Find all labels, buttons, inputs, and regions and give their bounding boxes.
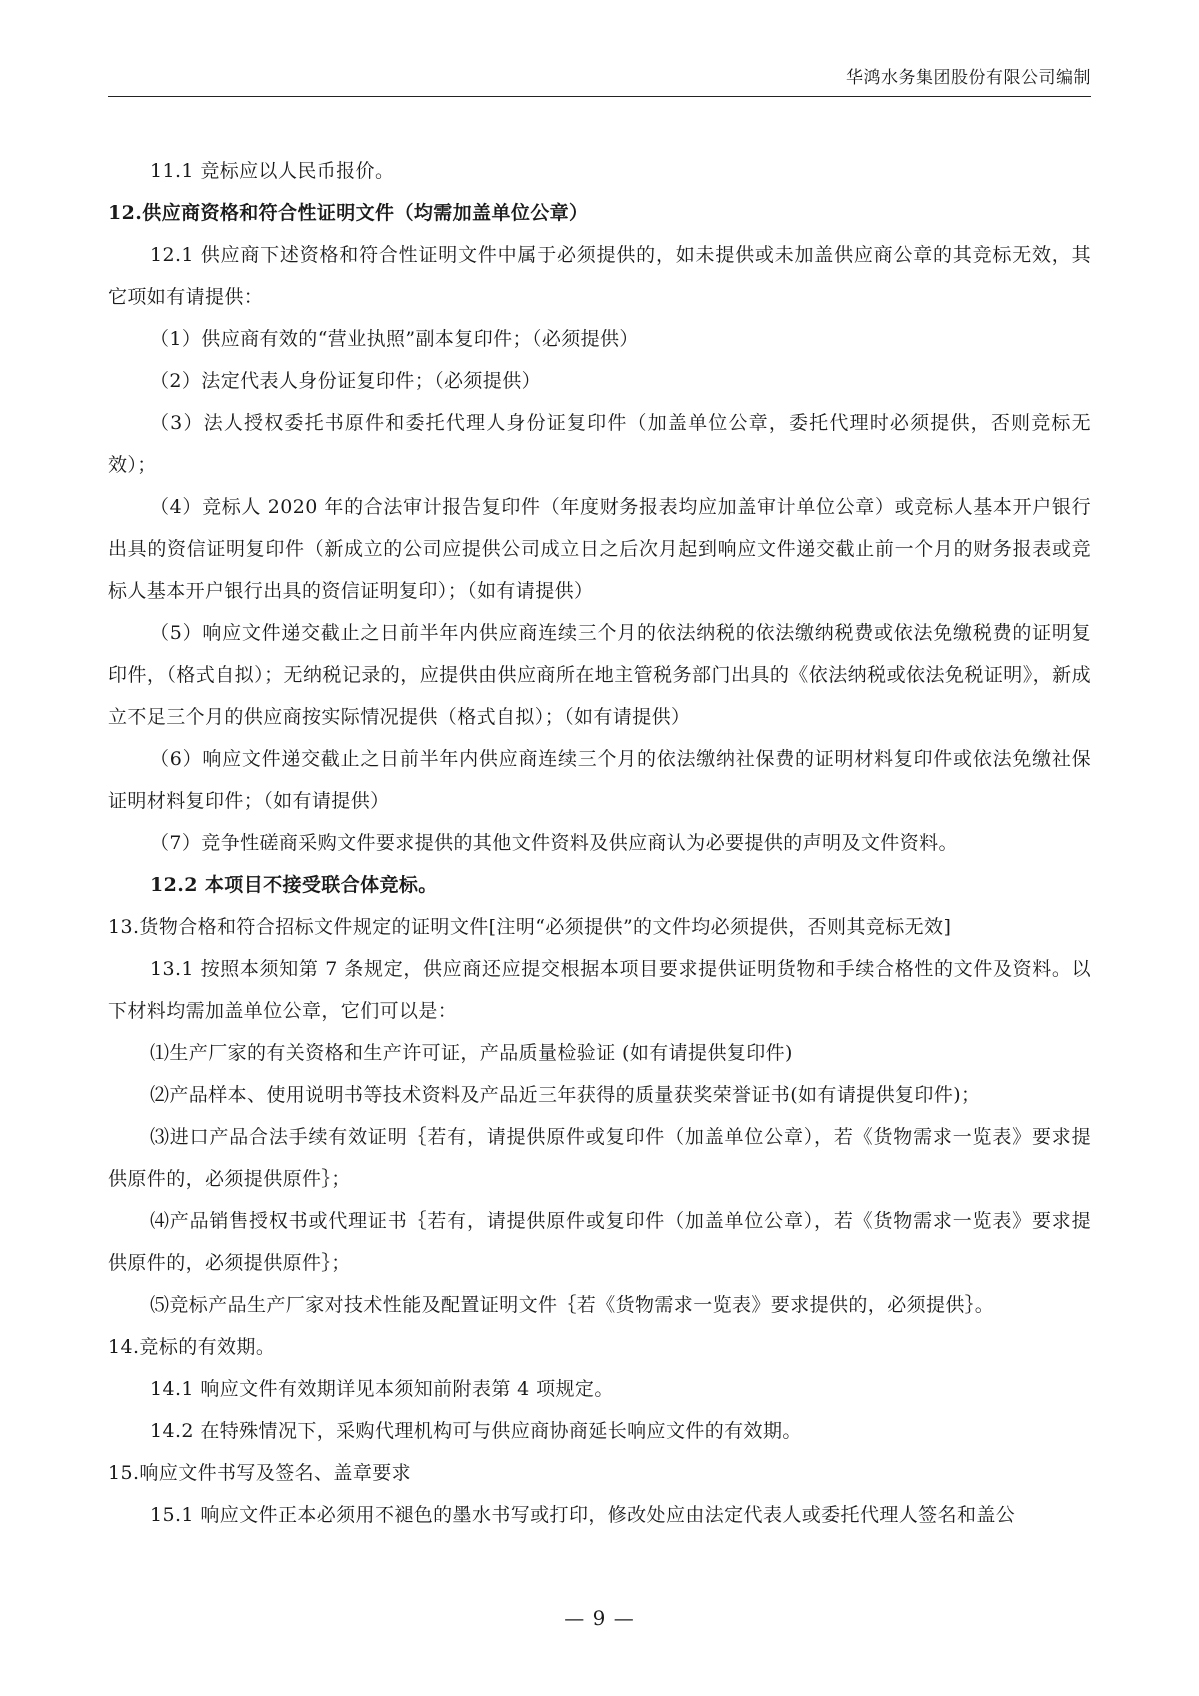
paragraph: （1）供应商有效的“营业执照”副本复印件；（必须提供） — [150, 328, 639, 350]
paragraph: 15.响应文件书写及签名、盖章要求 — [108, 1462, 412, 1484]
paragraph: ⑵产品样本、使用说明书等技术资料及产品近三年获得的质量获奖荣誉证书(如有请提供复印件)； — [150, 1084, 981, 1106]
paragraph: 14.2 在特殊情况下，采购代理机构可与供应商协商延长响应文件的有效期。 — [150, 1420, 802, 1442]
paragraph: ⑶进口产品合法手续有效证明｛若有，请提供原件或复印件（加盖单位公章），若《货物需求一览表》要求提供原件的，必须提供原件｝； — [108, 1126, 1091, 1190]
paragraph: 15.1 响应文件正本必须用不褪色的墨水书写或打印，修改处应由法定代表人或委托代理人签名和盖公 — [150, 1504, 1016, 1526]
paragraph: ⑷产品销售授权书或代理证书｛若有，请提供原件或复印件（加盖单位公章），若《货物需求一览表》要求提供原件的，必须提供原件｝； — [108, 1210, 1091, 1274]
document-body — [108, 150, 1091, 1536]
paragraph: （2）法定代表人身份证复印件；（必须提供） — [150, 370, 541, 392]
paragraph: （7）竞争性磋商采购文件要求提供的其他文件资料及供应商认为必要提供的声明及文件资料。 — [150, 832, 958, 854]
paragraph: ⑴生产厂家的有关资格和生产许可证，产品质量检验证 (如有请提供复印件) — [150, 1042, 793, 1064]
paragraph: 12.供应商资格和符合性证明文件（均需加盖单位公章） — [108, 202, 589, 224]
paragraph: ⑸竞标产品生产厂家对技术性能及配置证明文件｛若《货物需求一览表》要求提供的，必须提供｝。 — [150, 1294, 995, 1316]
paragraph: 12.2 本项目不接受联合体竞标。 — [150, 874, 438, 896]
header-org-name: 华鸿水务集团股份有限公司编制 — [846, 68, 1091, 88]
paragraph: （4）竞标人 2020 年的合法审计报告复印件（年度财务报表均应加盖审计单位公章）或竞标人基本开户银行出具的资信证明复印件（新成立的公司应提供公司成立日之后次月起到响应文件递交截止前一个月的财务报表或竞标人基本开户银行出具的资信证明复印）；（如有请提供） — [108, 496, 1091, 602]
paragraph: 13.1 按照本须知第 7 条规定，供应商还应提交根据本项目要求提供证明货物和手续合格性的文件及资料。以下材料均需加盖单位公章，它们可以是： — [108, 958, 1091, 1022]
paragraph: 11.1 竞标应以人民币报价。 — [150, 160, 395, 182]
paragraph: （5）响应文件递交截止之日前半年内供应商连续三个月的依法纳税的依法缴纳税费或依法免缴税费的证明复印件，（格式自拟）；无纳税记录的，应提供由供应商所在地主管税务部门出具的《依法纳税或依法免税证明》，新成立不足三个月的供应商按实际情况提供（格式自拟）；（如有请提供） — [108, 622, 1091, 728]
paragraph: 14.竞标的有效期。 — [108, 1336, 276, 1358]
paragraph: （3）法人授权委托书原件和委托代理人身份证复印件（加盖单位公章，委托代理时必须提供，否则竞标无效）； — [108, 412, 1091, 476]
page-number: — 9 — — [564, 1606, 635, 1630]
page-header — [108, 66, 1091, 97]
paragraph: 13.货物合格和符合招标文件规定的证明文件[注明“必须提供”的文件均必须提供，否则其竞标无效] — [108, 916, 952, 938]
paragraph: 12.1 供应商下述资格和符合性证明文件中属于必须提供的，如未提供或未加盖供应商公章的其竞标无效，其它项如有请提供： — [108, 244, 1091, 308]
paragraph: （6）响应文件递交截止之日前半年内供应商连续三个月的依法缴纳社保费的证明材料复印件或依法免缴社保证明材料复印件；（如有请提供） — [108, 748, 1091, 812]
paragraph: 14.1 响应文件有效期详见本须知前附表第 4 项规定。 — [150, 1378, 614, 1400]
